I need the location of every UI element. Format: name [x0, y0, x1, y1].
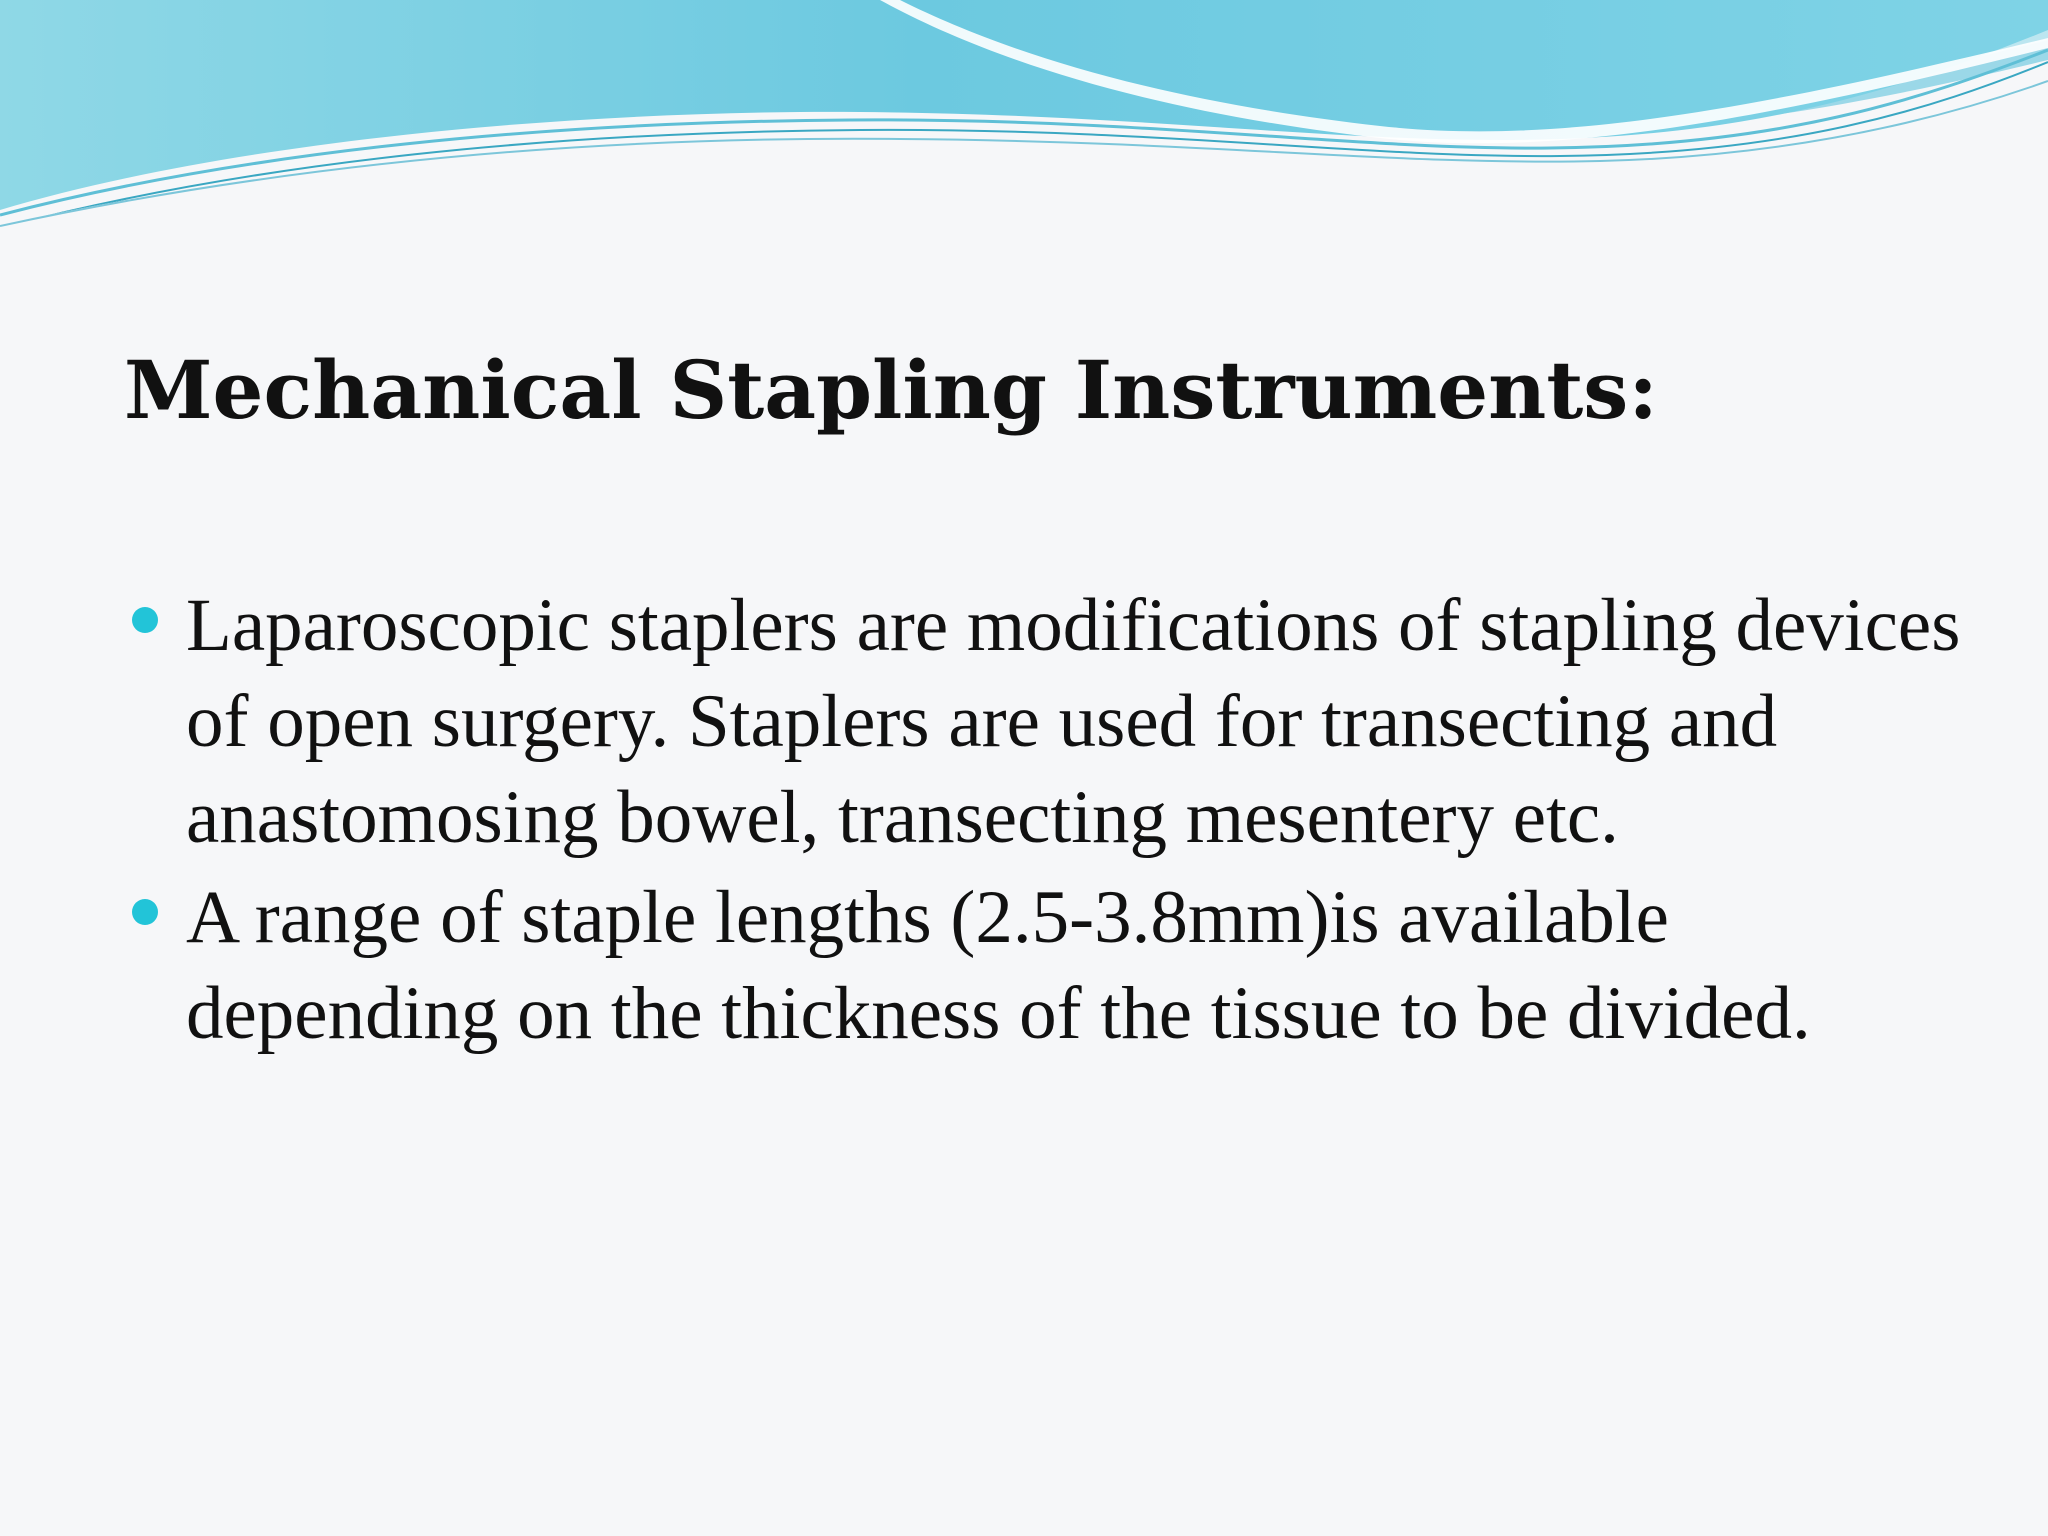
- bullet-text: A range of staple lengths (2.5-3.8mm)is available depending on the thickness of the tissue to be divided.: [186, 876, 1811, 1055]
- header-wave-decoration: [0, 0, 2048, 240]
- bullet-dot-icon: [132, 899, 158, 925]
- bullet-text: Laparoscopic staplers are modifications of stapling devices of open surgery. Staplers are used for transecting and anastomosing bowel, transecting mesentery etc.: [186, 584, 1961, 859]
- list-item: [132, 578, 1972, 866]
- list-item: [132, 870, 1972, 1062]
- bullet-list: [132, 578, 1972, 1066]
- slide-title: Mechanical Stapling Instruments:: [124, 343, 1658, 437]
- bullet-dot-icon: [132, 607, 158, 633]
